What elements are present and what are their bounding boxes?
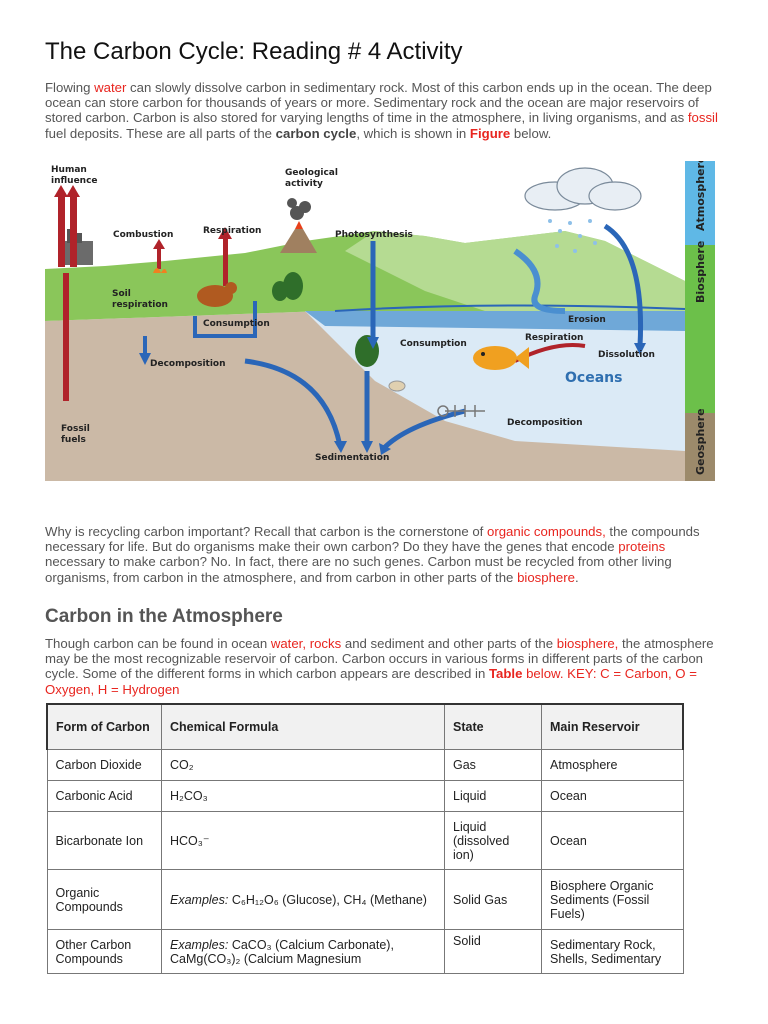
label-combustion: Combustion [113,230,174,240]
label-human-influence: Human [51,165,87,175]
cell-formula: H₂CO₃ [162,781,445,812]
label-geological-2: activity [285,179,323,189]
link-biosphere[interactable]: biosphere [517,569,575,585]
label-respiration-land: Respiration [203,226,262,236]
atm-text: and sediment and other parts of the [341,636,557,651]
cell-formula: HCO₃⁻ [162,812,445,870]
atm-key-text: below. KEY: C = Carbon, O = Oxygen, H = Hydrogen [45,666,697,697]
link-figure[interactable]: Figure [469,125,511,141]
atm-text: the atmosphere may be the most recognizable reservoir of carbon. Carbon occurs in various forms in different parts of the carbon cycle. Some of the different forms in which carbon appears are described in [45,636,714,682]
cell-reservoir: Sedimentary Rock, Shells, Sedimentary [542,930,684,974]
intro-paragraph [45,80,725,141]
atm-text: Though carbon can be found in ocean [45,636,271,651]
label-decomposition-ocean: Decomposition [507,418,583,428]
cell-form: Carbonic Acid [47,781,162,812]
table-row [47,870,683,930]
link-fossil[interactable]: fossil [687,110,718,126]
header-reservoir: Main Reservoir [542,704,684,750]
why-text: Why is recycling carbon important? Recall that carbon is the cornerstone of [45,524,487,539]
label-erosion: Erosion [568,315,606,325]
link-organic-compounds[interactable]: organic compounds, [487,524,606,539]
cell-reservoir: Biosphere Organic Sediments (Fossil Fuels) [542,870,684,930]
label-soil: Soil [112,289,131,299]
cell-form: Carbon Dioxide [47,750,162,781]
cell-reservoir: Ocean [542,812,684,870]
cell-reservoir: Atmosphere [542,750,684,781]
why-text: necessary to make carbon? No. In fact, there are no such genes. Carbon must be recycled from other living organisms, from carbon in the atmosphere, and from carbon in other parts of the [45,554,672,585]
cell-formula-prefix: Examples: [170,937,229,952]
cell-reservoir: Ocean [542,781,684,812]
label-biosphere: Biosphere [694,240,707,303]
page-title: The Carbon Cycle: Reading # 4 Activity [45,38,463,65]
label-dissolution: Dissolution [598,350,655,360]
cell-state: Solid [445,930,542,974]
label-fossil: Fossil [61,424,90,434]
label-geological: Geological [285,168,338,178]
why-text: . [574,569,579,585]
label-sedimentation: Sedimentation [315,453,390,463]
shell-icon [389,381,405,391]
table-row [47,812,683,870]
label-oceans: Oceans [565,370,623,386]
respiration-arrow [223,236,228,286]
label-photosynthesis: Photosynthesis [335,230,413,240]
link-proteins[interactable]: proteins [618,539,666,555]
label-geosphere: Geosphere [694,408,707,475]
intro-text: Flowing [45,80,95,95]
table-row [47,930,683,974]
header-form: Form of Carbon [47,704,162,750]
cell-form: Other Carbon Compounds [47,930,162,974]
link-table[interactable]: Table [488,666,523,682]
carbon-forms-table [46,703,684,974]
why-text: the compounds necessary for life. But do organisms make their own carbon? Do they have the genes that encode [45,524,700,555]
carbon-cycle-figure [45,161,715,481]
cell-formula-text: CaCO₃ (Calcium Carbonate), CaMg(CO₃)₂ (Calcium Magnesium [170,937,394,966]
carbon-cycle-term: carbon cycle [275,125,357,141]
intro-text: can slowly dissolve carbon in sedimentary rock. Most of this carbon ends up in the ocean. The deep ocean can store carbon for thousands of years or more. Sedimentary rock and the ocean are major reservoirs of stored carbon. Carbon is also stored for varying lengths of time in the atmosphere, in living organisms, and as [45,80,712,126]
label-consumption-ocean: Consumption [400,339,467,349]
link-biosphere[interactable]: biosphere, [556,636,619,651]
link-water[interactable]: water, [270,636,307,651]
header-formula: Chemical Formula [162,704,445,750]
cell-formula: CO₂ [162,750,445,781]
link-rocks[interactable]: rocks [309,636,342,651]
label-decomposition-land: Decomposition [150,359,226,369]
label-human-influence-2: influence [51,176,98,186]
cell-formula [162,870,445,930]
cell-state: Solid Gas [445,870,542,930]
table-header-row [47,704,683,750]
cell-formula [162,930,445,974]
section-heading: Carbon in the Atmosphere [45,606,283,627]
carbon-cycle-diagram [45,161,715,481]
cell-state: Gas [445,750,542,781]
cell-form: Organic Compounds [47,870,162,930]
intro-text: below. [510,125,552,141]
combustion-arrow [157,247,161,269]
intro-text: fuel deposits. These are all parts of the [45,125,276,141]
cell-formula-text: C₆H₁₂O₆ (Glucose), CH₄ (Methane) [228,892,427,907]
intro-text: , which is shown in [356,125,470,141]
header-state: State [445,704,542,750]
label-atmosphere: Atmosphere [694,161,707,231]
label-soil-respiration: respiration [112,300,168,310]
label-fossil-fuels: fuels [61,435,86,445]
link-water[interactable]: water [94,80,127,95]
table-row [47,781,683,812]
label-respiration-ocean: Respiration [525,333,584,343]
label-consumption-land: Consumption [203,319,270,329]
table-row [47,750,683,781]
cell-state: Liquid (dissolved ion) [445,812,542,870]
atmosphere-paragraph [45,636,725,697]
cell-state: Liquid [445,781,542,812]
cell-form: Bicarbonate Ion [47,812,162,870]
why-paragraph [45,524,725,585]
cell-formula-prefix: Examples: [170,892,229,907]
